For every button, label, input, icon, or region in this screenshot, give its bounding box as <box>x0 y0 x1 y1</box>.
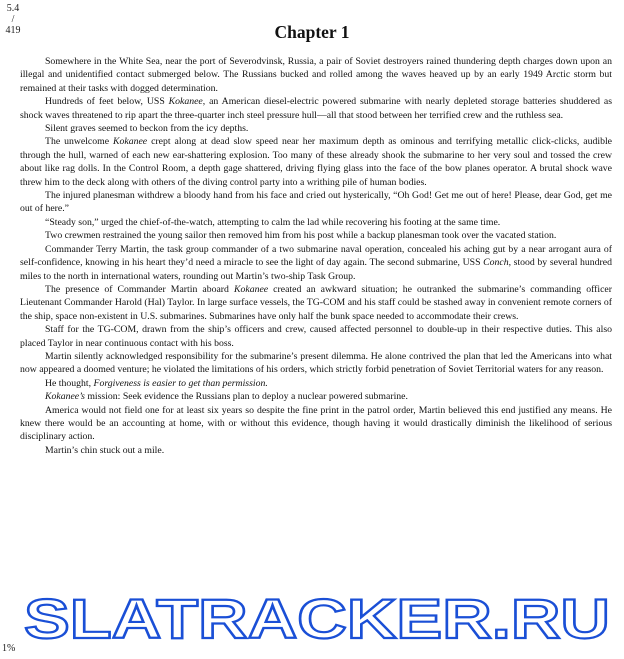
chapter-body <box>20 55 612 457</box>
italic-text: Kokanee <box>113 136 148 148</box>
paragraph <box>20 350 612 377</box>
text-run: Two crewmen restrained the young sailor then removed him from his post while a backup planesman took over the vacated station. <box>45 230 557 242</box>
text-run: crept along at dead slow speed near her maximum depth as ominous and terrifying metallic click-clicks, audible through the hull, warned of each new ear-shattering explosion. Too many of these already shook the submarine to her very soul and tossed the crew about like rag dolls. In the Control Room, a depth gage shattered, driving flying glass into the face of the bow planes operator. A brutal shock wave threw him to the deck along with others of the diving control party into a writhing pile of human bodies. <box>20 136 612 188</box>
page-separator: / <box>11 14 15 25</box>
text-run: Hundreds of feet below, USS <box>45 96 169 108</box>
text-run: mission: Seek evidence the Russians plan to deploy a nuclear powered submarine. <box>84 391 408 403</box>
text-run: Somewhere in the White Sea, near the port of Severodvinsk, Russia, a pair of Soviet destroyers rained thundering depth charges down upon an illegal and unidentified contact submerged below. The Russians bucked and rolled among the waves heaved up by an early 1949 Arctic storm but remained at their tasks with dogged determination. <box>20 56 612 94</box>
text-run: , an American diesel-electric powered submarine with nearly depleted storage batteries shuddered as shock waves threatened to rip apart the three-quarter inch steel pressure hull—all that stood between her terrified crew and the ruthless sea. <box>20 96 612 121</box>
paragraph <box>20 55 612 95</box>
watermark-logo <box>22 592 612 646</box>
reading-progress: 1% <box>2 643 16 654</box>
paragraph <box>20 243 612 283</box>
text-run: The unwelcome <box>45 136 113 148</box>
chapter-title: Chapter 1 <box>274 22 350 42</box>
paragraph <box>20 135 612 189</box>
paragraph <box>20 229 612 242</box>
italic-text: Kokanee <box>168 96 203 108</box>
italic-text: Forgiveness is easier to get than permission. <box>93 377 268 389</box>
paragraph <box>20 390 612 403</box>
text-run: created an awkward situation; he outranked the submarine’s commanding officer Lieutenant Commander Harold (Hal) Taylor. In large surface vessels, the TG-COM and his staff could be stashed away in convenient remote corners of the ship, space non-existent in U.S. submarines. Submarines have only half the bunk space needed to accommodate their crews. <box>20 283 612 322</box>
paragraph <box>20 122 612 135</box>
italic-text: Conch, <box>483 257 512 269</box>
watermark-text: SLATRACKER.RU <box>24 592 610 646</box>
paragraph <box>20 323 612 350</box>
text-run: America would not field one for at least six years so despite the fine print in the patrol order, Martin believed this end justified any means. He knew there would be an accounting at home, with or without this evidence, though having it would drastically diminish the likelihood of serious disciplinary action. <box>20 404 612 443</box>
paragraph <box>20 377 612 390</box>
paragraph <box>20 444 612 457</box>
text-run: Martin silently acknowledged responsibility for the submarine’s present dilemma. He alone contrived the plan that led the Americans into what now appeared a doomed venture; he violated the limitations of his orders, which strictly forbid penetration of Soviet Territorial waters for any reason. <box>20 350 612 376</box>
italic-text: Kokanee’s <box>45 391 85 403</box>
current-page: 5.4 <box>6 3 20 14</box>
total-pages: 419 <box>5 25 21 36</box>
text-run: Commander Terry Martin, the task group commander of a two submarine naval operation, concealed his aching gut by a near arrogant aura of self-confidence, knowing in his heart they’d need a miracle to see the light of day again. The second submarine, USS <box>20 243 612 269</box>
text-run: “Steady son,” urged the chief-of-the-watch, attempting to calm the lad while recovering his footing at the same time. <box>45 216 501 228</box>
italic-text: Kokanee <box>234 283 269 295</box>
paragraph <box>20 95 612 122</box>
text-run: He thought, <box>45 377 94 389</box>
text-run: Staff for the TG-COM, drawn from the ship’s officers and crew, caused affected personnel to double-up in their respective duties. This also placed Taylor in near continuous contact with his boss. <box>20 324 612 349</box>
paragraph <box>20 283 612 323</box>
text-run: stood by several hundred miles to the north in international waters, rounding out Martin’s two-ship Task Group. <box>20 257 613 282</box>
text-run: The presence of Commander Martin aboard <box>45 283 234 295</box>
paragraph <box>20 216 612 229</box>
paragraph <box>20 404 612 444</box>
paragraph <box>20 189 612 216</box>
text-run: Martin’s chin stuck out a mile. <box>45 444 165 456</box>
text-run: Silent graves seemed to beckon from the icy depths. <box>45 123 249 135</box>
text-run: The injured planesman withdrew a bloody hand from his face and cried out hysterically, “Oh God! Get me out of here! Please, dear God, get me out of here.” <box>20 190 612 215</box>
